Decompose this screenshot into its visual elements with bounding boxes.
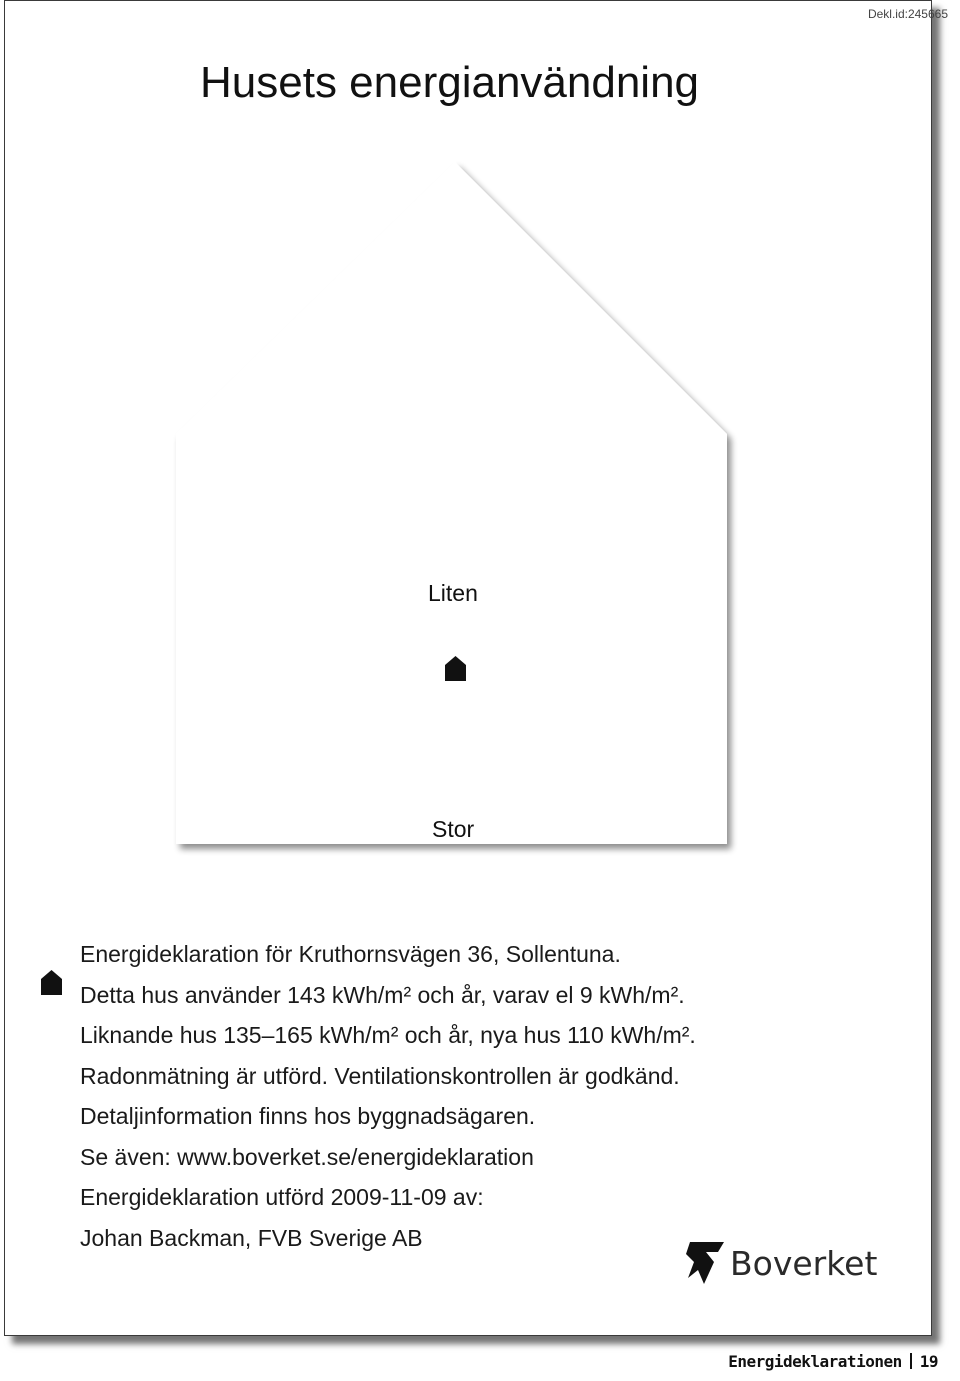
footer-divider <box>910 1353 912 1369</box>
info-line-date: Energideklaration utförd 2009-11-09 av: <box>80 1184 484 1210</box>
info-line-address: Energideklaration för Kruthornsvägen 36, Sollentuna. <box>80 941 621 967</box>
info-text <box>80 934 696 1258</box>
boverket-logo-icon <box>684 1240 726 1286</box>
house-icon <box>445 656 466 681</box>
scale-label-small: Liten <box>428 580 478 606</box>
boverket-logo <box>684 1240 877 1286</box>
declaration-id: Dekl.id:245665 <box>867 7 948 21</box>
info-line-author: Johan Backman, FVB Sverige AB <box>80 1224 423 1251</box>
info-line-comparison: Liknande hus 135–165 kWh/m² och år, nya hus 110 kWh/m². <box>80 1022 696 1048</box>
info-line-radon: Radonmätning är utförd. Ventilationskontrollen är godkänd. <box>80 1062 680 1089</box>
page-footer <box>728 1352 938 1371</box>
info-line-url: Se även: www.boverket.se/energideklaration <box>80 1143 534 1170</box>
page-title: Husets energianvändning <box>200 58 700 107</box>
publication-name: Energideklarationen <box>728 1352 902 1371</box>
info-line-details: Detaljinformation finns hos byggnadsägaren. <box>80 1103 536 1129</box>
page-number: 19 <box>919 1352 938 1371</box>
house-icon <box>41 970 62 995</box>
scale-label-large: Stor <box>432 816 475 842</box>
info-line-usage: Detta hus använder 143 kWh/m² och år, varav el 9 kWh/m². <box>80 981 685 1008</box>
logo-text: Boverket <box>730 1243 878 1283</box>
